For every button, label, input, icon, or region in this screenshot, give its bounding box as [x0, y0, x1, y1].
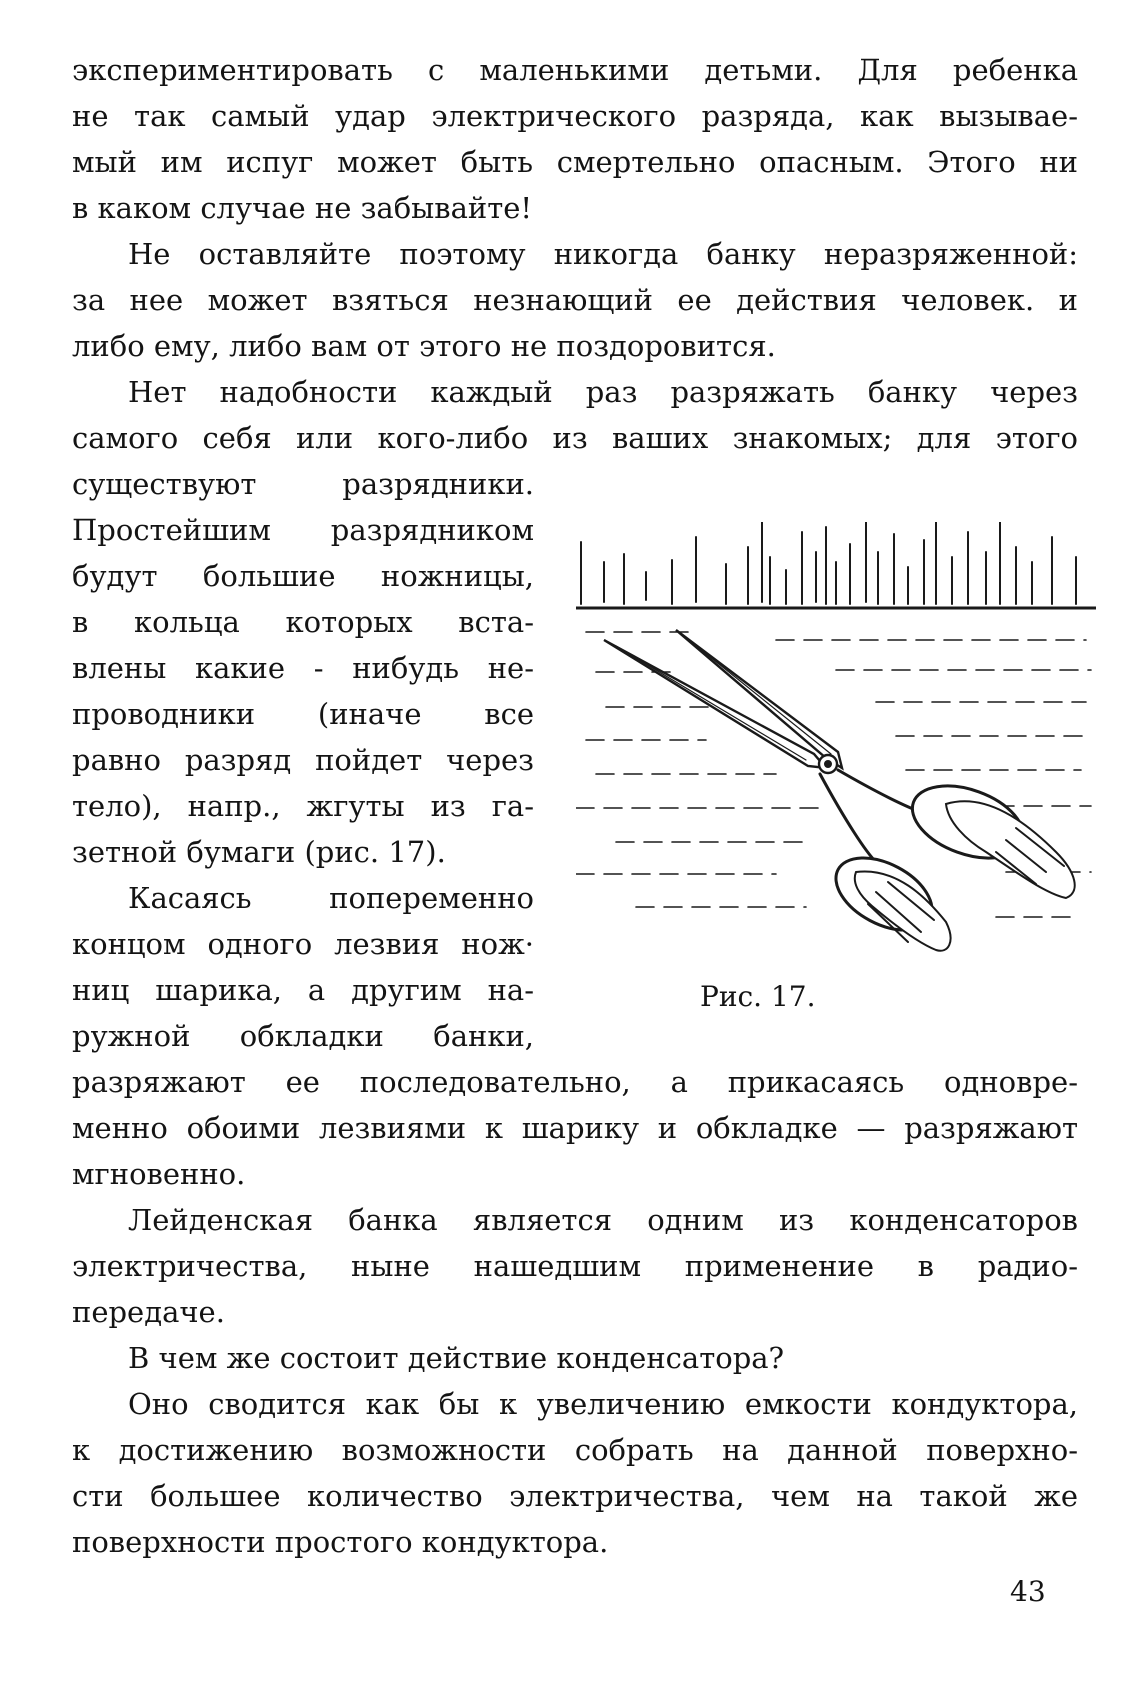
- text-line: В чем же состоит действие конденсатора?: [128, 1341, 785, 1375]
- text-line: самого себя или кого-либо из ваших знакомых; для этого: [72, 421, 1078, 455]
- text-line: влены какие - нибудь не-: [72, 651, 534, 685]
- text-line: Нет надобности каждый раз разряжать банку через: [128, 375, 1078, 409]
- text-line: либо ему, либо вам от этого не поздоровится.: [72, 329, 776, 363]
- text-line: мый им испуг может быть смертельно опасным. Этого ни: [72, 145, 1078, 179]
- page-number: 43: [1010, 1575, 1046, 1608]
- text-line: Касаясь попеременно: [128, 881, 534, 915]
- text-line: к достижению возможности собрать на данной поверхно-: [72, 1433, 1078, 1467]
- text-line: сти большее количество электричества, чем на такой же: [72, 1479, 1078, 1513]
- text-line: в кольца которых вста-: [72, 605, 534, 639]
- text-line: Лейденская банка является одним из конденсаторов: [128, 1203, 1078, 1237]
- figure-caption: Рис. 17.: [700, 980, 816, 1013]
- text-line: зетной бумаги (рис. 17).: [72, 835, 446, 869]
- text-line: в каком случае не забывайте!: [72, 191, 533, 225]
- text-line: передаче.: [72, 1295, 225, 1329]
- text-line: равно разряд пойдет через: [72, 743, 534, 777]
- text-line: Не оставляйте поэтому никогда банку неразряженной:: [128, 237, 1078, 271]
- text-line: Простейшим разрядником: [72, 513, 534, 547]
- text-line: ружной обкладки банки,: [72, 1019, 534, 1053]
- text-line: мгновенно.: [72, 1157, 246, 1191]
- text-line: не так самый удар электрического разряда, как вызывае-: [72, 99, 1078, 133]
- text-line: разряжают ее последовательно, а прикасаясь одновре-: [72, 1065, 1078, 1099]
- text-line: проводники (иначе все: [72, 697, 534, 731]
- text-line: экспериментировать с маленькими детьми. Для ребенка: [72, 53, 1078, 87]
- text-line: концом одного лезвия нож·: [72, 927, 534, 961]
- text-line: существуют разрядники.: [72, 467, 534, 501]
- text-line: электричества, ныне нашедшим применение в радио-: [72, 1249, 1078, 1283]
- text-line: поверхности простого кондуктора.: [72, 1525, 609, 1559]
- text-line: ниц шарика, а другим на-: [72, 973, 534, 1007]
- text-line: менно обоими лезвиями к шарику и обкладке — разряжают: [72, 1111, 1078, 1145]
- text-line: за нее может взяться незнающий ее действия человек. и: [72, 283, 1078, 317]
- text-line: будут большие ножницы,: [72, 559, 534, 593]
- scissors-illustration: [576, 522, 1096, 962]
- text-line: Оно сводится как бы к увеличению емкости кондуктора,: [128, 1387, 1078, 1421]
- text-line: тело), напр., жгуты из га-: [72, 789, 534, 823]
